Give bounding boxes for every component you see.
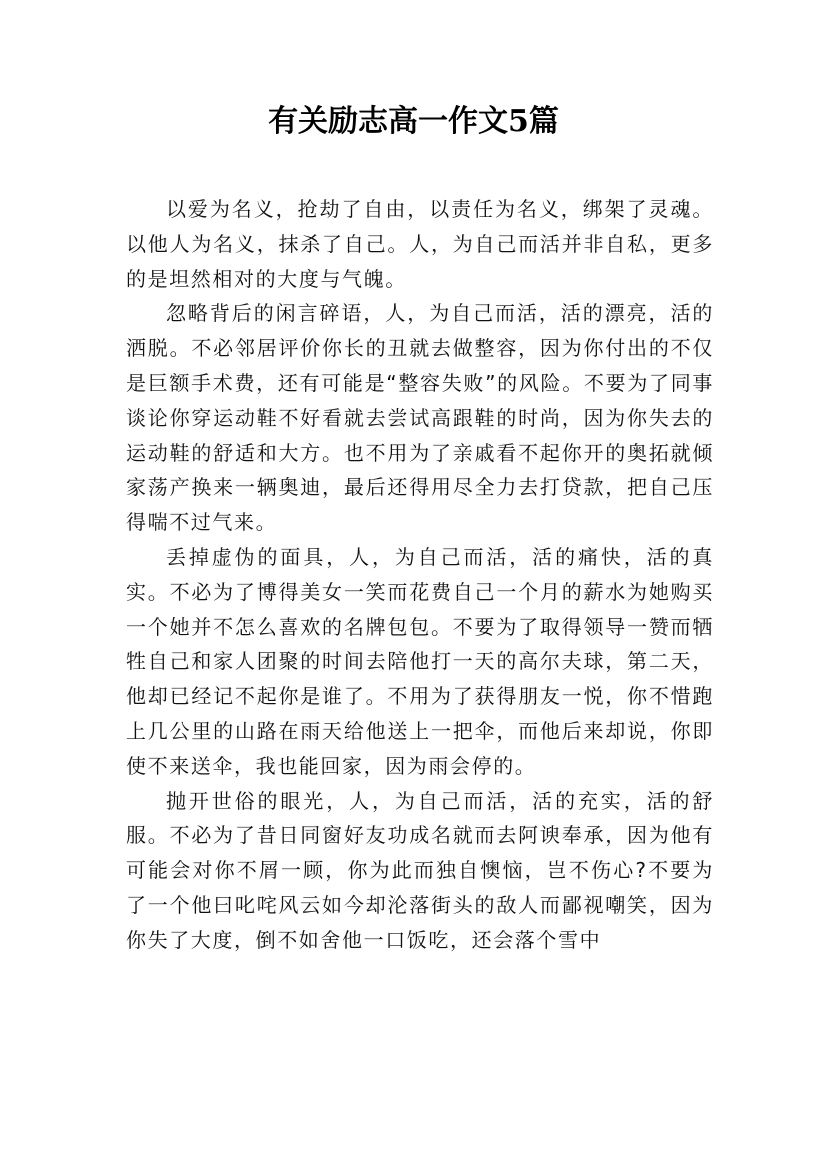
- document-title: 有关励志高一作文5篇: [268, 104, 559, 139]
- paragraph-1: 以爱为名义，抢劫了自由，以责任为名义，绑架了灵魂。以他人为名义，抹杀了自己。人，为自己而活并非自私，更多的是坦然相对的大度与气魄。: [126, 197, 714, 291]
- paragraph-2: 忽略背后的闲言碎语，人，为自己而活，活的漂亮，活的洒脱。不必邻居评价你长的丑就去做整容，因为你付出的不仅是巨额手术费，还有可能是“整容失败”的风险。不要为了同事谈论你穿运动鞋不好看就去尝试高跟鞋的时尚，因为你失去的运动鞋的舒适和大方。也不用为了亲戚看不起你开的奥拓就倾家荡产换来一辆奥迪，最后还得用尽全力去打贷款，把自己压得喘不过气来。: [126, 301, 714, 535]
- paragraph-3: 丢掉虚伪的面具，人，为自己而活，活的痛快，活的真实。不必为了博得美女一笑而花费自己一个月的薪水为她购买一个她并不怎么喜欢的名牌包包。不要为了取得领导一赞而牺牲自己和家人团聚的时间去陪他打一天的高尔夫球，第二天，他却已经记不起你是谁了。不用为了获得朋友一悦，你不惜跑上几公里的山路在雨天给他送上一把伞，而他后来却说，你即使不来送伞，我也能回家，因为雨会停的。: [126, 544, 714, 778]
- paragraph-4: 抛开世俗的眼光，人，为自己而活，活的充实，活的舒服。不必为了昔日同窗好友功成名就而去阿谀奉承，因为他有可能会对你不屑一顾，你为此而独自懊恼，岂不伤心?不要为了一个他曰叱咤风云如今却沦落街头的敌人而鄙视嘲笑，因为你失了大度，倒不如舍他一口饭吃，还会落个雪中: [126, 788, 714, 952]
- document-body: [126, 192, 714, 958]
